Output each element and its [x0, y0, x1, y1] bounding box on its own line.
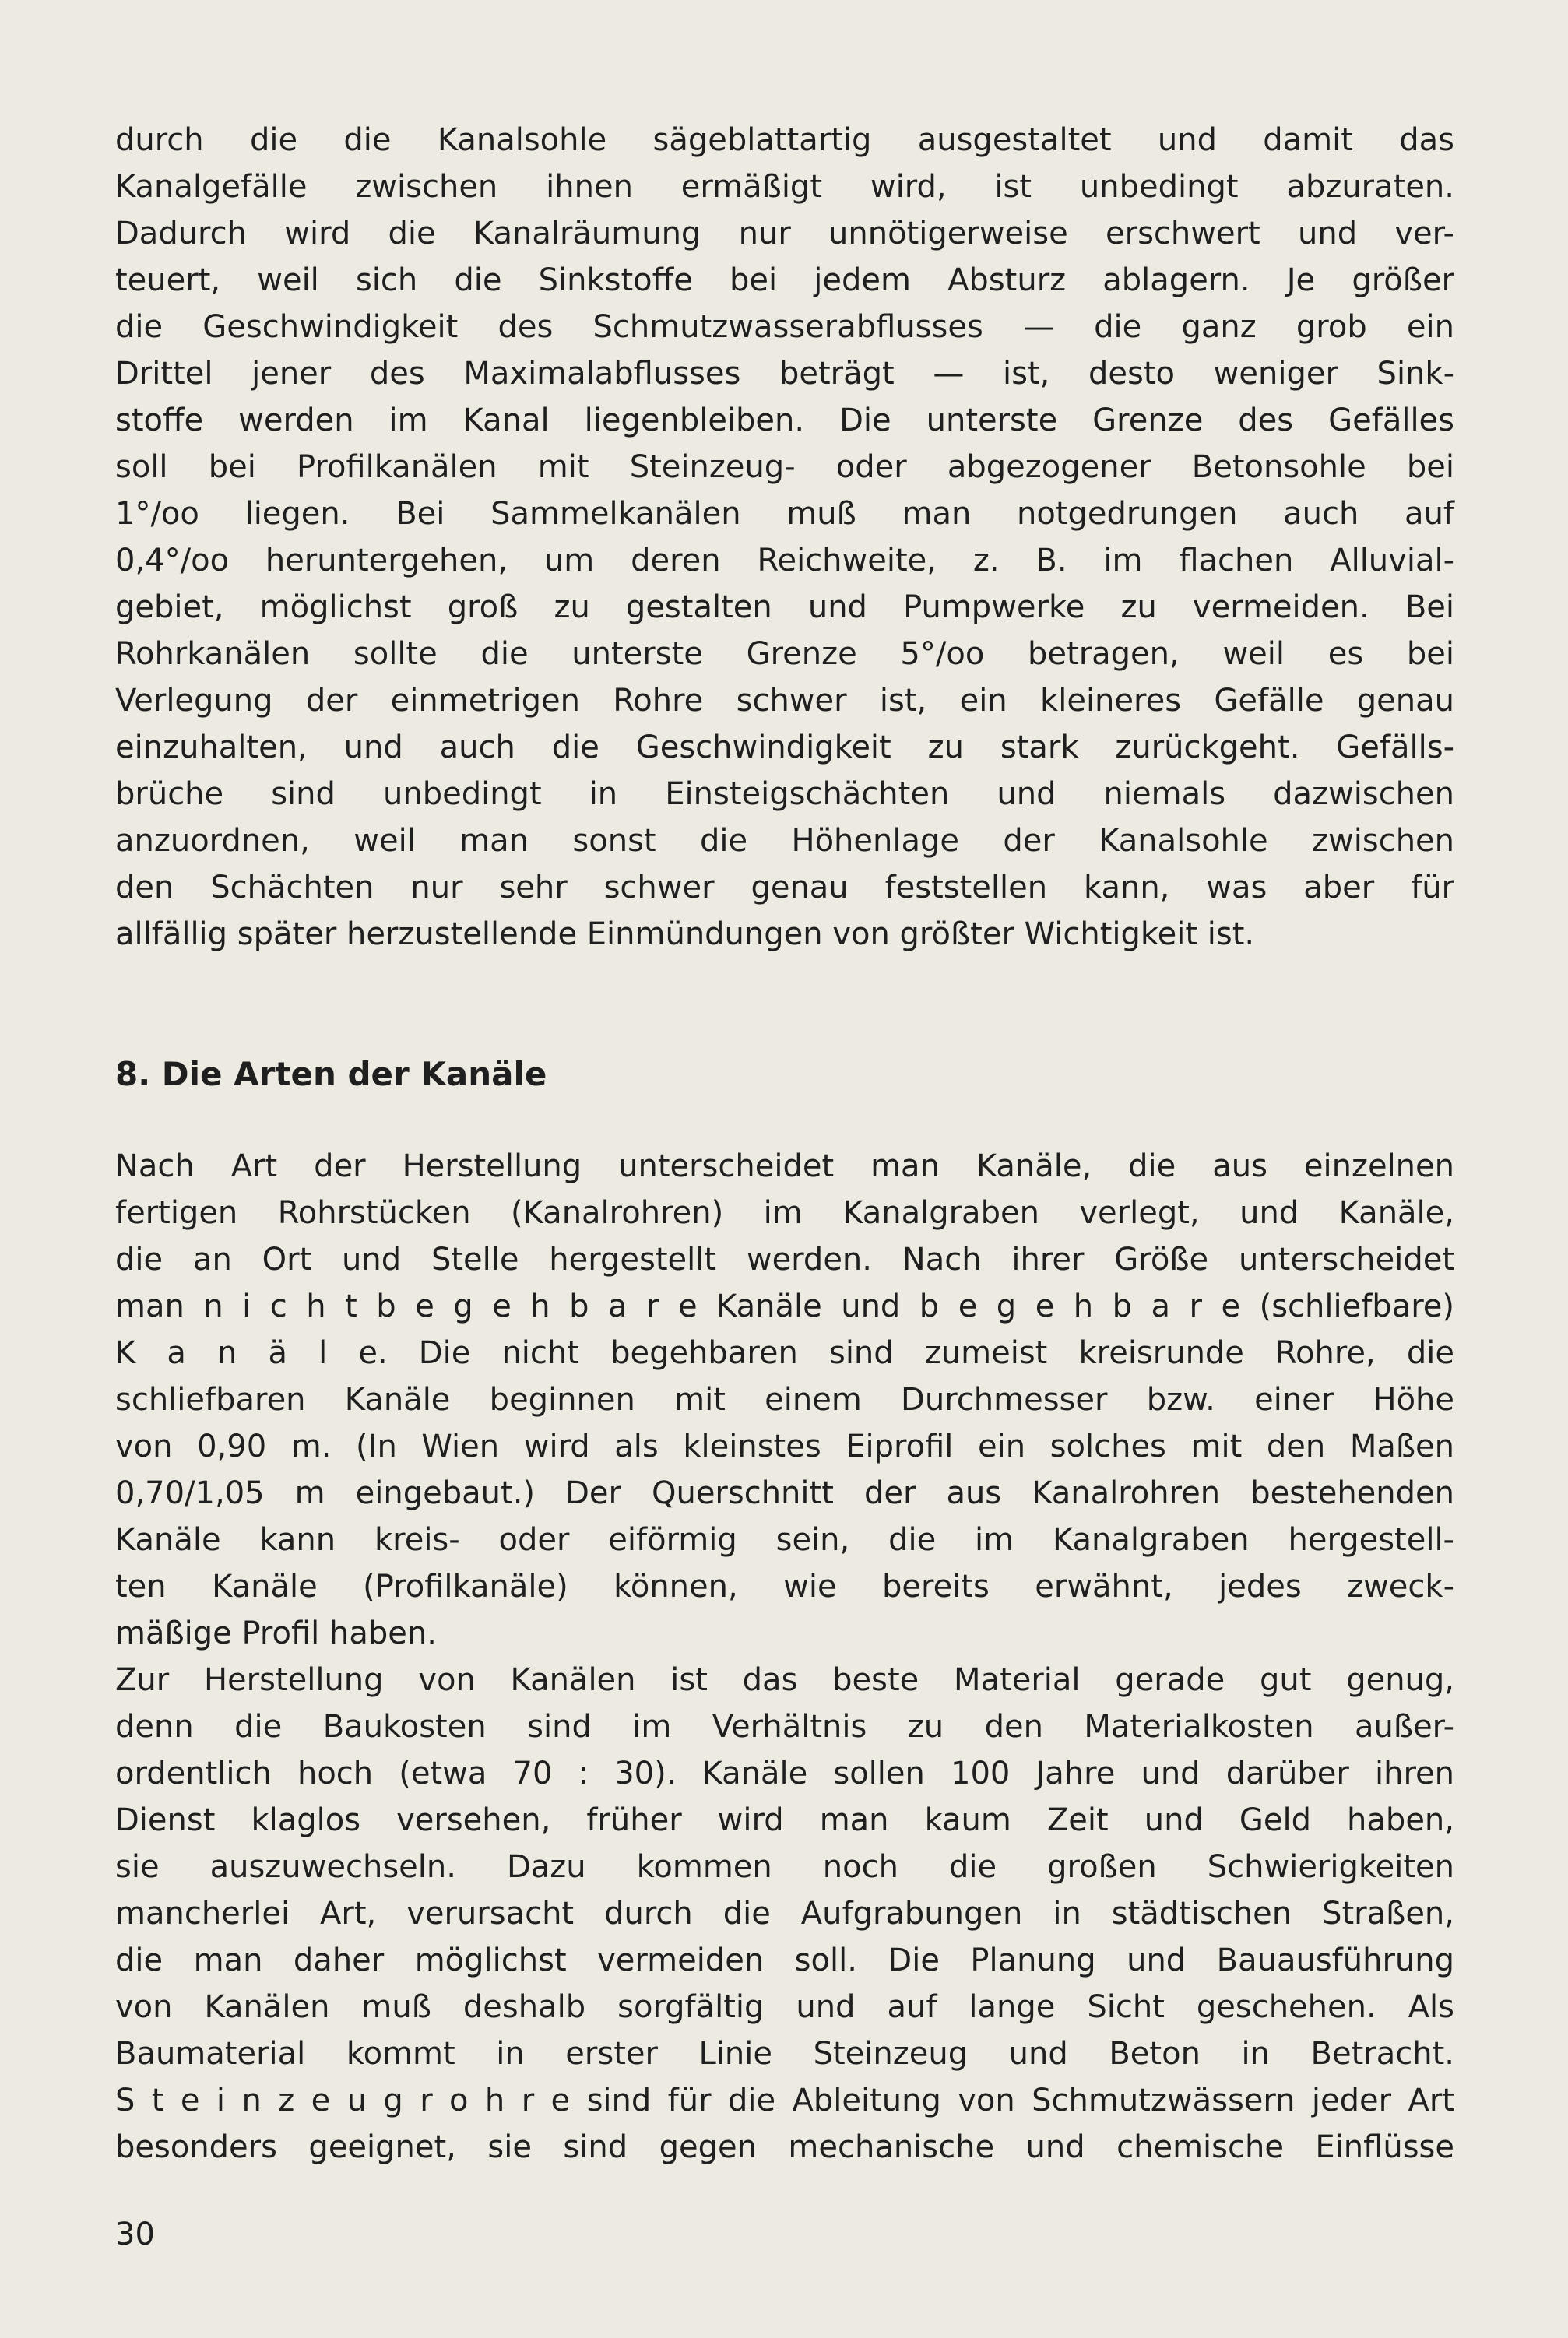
text-line: 1°/oo liegen. Bei Sammelkanälen muß man notgedrungen auch auf: [115, 496, 1454, 532]
text-line: von 0,90 m. (In Wien wird als kleinstes Eiprofil ein solches mit den Maßen: [115, 1429, 1454, 1464]
text-line: besonders geeignet, sie sind gegen mechanische und chemische Einflüsse: [115, 2129, 1454, 2165]
text-line: durch die die Kanalsohle sägeblattartig ausgestaltet und damit das: [115, 122, 1454, 158]
text-line: einzuhalten, und auch die Geschwindigkeit zu stark zurückgeht. Gefälls-: [115, 730, 1454, 765]
paragraph-2: [115, 1143, 1454, 1657]
text-line: Baumaterial kommt in erster Linie Steinzeug und Beton in Betracht.: [115, 2036, 1454, 2072]
text-line: teuert, weil sich die Sinkstoffe bei jedem Absturz ablagern. Je größer: [115, 262, 1454, 298]
text-line: gebiet, möglichst groß zu gestalten und Pumpwerke zu vermeiden. Bei: [115, 589, 1454, 625]
text-line: Verlegung der einmetrigen Rohre schwer ist, ein kleineres Gefälle genau: [115, 683, 1454, 719]
text-line: allfällig später herzustellende Einmündungen von größter Wichtigkeit ist.: [115, 916, 1255, 952]
text-line: stoffe werden im Kanal liegenbleiben. Die unterste Grenze des Gefälles: [115, 403, 1454, 438]
text-line: 0,4°/oo heruntergehen, um deren Reichweite, z. B. im flachen Alluvial-: [115, 543, 1454, 578]
text-line: ordentlich hoch (etwa 70 : 30). Kanäle sollen 100 Jahre und darüber ihren: [115, 1756, 1454, 1791]
section-heading: 8. Die Arten der Kanäle: [115, 1055, 547, 1093]
text-line: Dadurch wird die Kanalräumung nur unnötigerweise erschwert und ver-: [115, 216, 1454, 251]
text-line: brüche sind unbedingt in Einsteigschächten und niemals dazwischen: [115, 776, 1454, 812]
text-line: Kanalgefälle zwischen ihnen ermäßigt wird, ist unbedingt abzuraten.: [115, 169, 1454, 205]
paragraph-3: [115, 1657, 1454, 2171]
text-line: ten Kanäle (Profilkanäle) können, wie bereits erwähnt, jedes zweck-: [115, 1569, 1454, 1605]
text-line: Kanäle kann kreis- oder eiförmig sein, die im Kanalgraben hergestell-: [115, 1522, 1454, 1558]
text-line: Dienst klaglos versehen, früher wird man kaum Zeit und Geld haben,: [115, 1802, 1454, 1838]
text-line: Nach Art der Herstellung unterscheidet man Kanäle, die aus einzelnen: [115, 1148, 1454, 1184]
text-line: anzuordnen, weil man sonst die Höhenlage der Kanalsohle zwischen: [115, 823, 1454, 859]
text-line: fertigen Rohrstücken (Kanalrohren) im Kanalgraben verlegt, und Kanäle,: [115, 1195, 1454, 1231]
text-line: die man daher möglichst vermeiden soll. Die Planung und Bauausführung: [115, 1942, 1454, 1978]
text-line: die an Ort und Stelle hergestellt werden. Nach ihrer Größe unterscheidet: [115, 1242, 1454, 1278]
text-line: soll bei Profilkanälen mit Steinzeug- oder abgezogener Betonsohle bei: [115, 449, 1454, 485]
text-line: K a n ä l e. Die nicht begehbaren sind zumeist kreisrunde Rohre, die: [115, 1335, 1454, 1371]
text-line: denn die Baukosten sind im Verhältnis zu den Materialkosten außer-: [115, 1709, 1454, 1745]
text-line: 0,70/1,05 m eingebaut.) Der Querschnitt der aus Kanalrohren bestehenden: [115, 1475, 1454, 1511]
page-number: 30: [115, 2217, 155, 2252]
paragraph-1: [115, 117, 1454, 958]
text-line: Rohrkanälen sollte die unterste Grenze 5°/oo betragen, weil es bei: [115, 636, 1454, 672]
text-line: sie auszuwechseln. Dazu kommen noch die großen Schwierigkeiten: [115, 1849, 1454, 1885]
text-line: die Geschwindigkeit des Schmutzwasserabflusses — die ganz grob ein: [115, 309, 1454, 345]
text-line: S t e i n z e u g r o h r e sind für die Ableitung von Schmutzwässern jeder Art: [115, 2083, 1454, 2118]
text-line: mancherlei Art, verursacht durch die Aufgrabungen in städtischen Straßen,: [115, 1896, 1454, 1932]
text-line: schliefbaren Kanäle beginnen mit einem Durchmesser bzw. einer Höhe: [115, 1382, 1454, 1418]
text-line: man n i c h t b e g e h b a r e Kanäle und b e g e h b a r e (schliefbare): [115, 1289, 1454, 1324]
text-line: von Kanälen muß deshalb sorgfältig und auf lange Sicht geschehen. Als: [115, 1989, 1454, 2025]
text-line: den Schächten nur sehr schwer genau feststellen kann, was aber für: [115, 870, 1454, 905]
text-line: Zur Herstellung von Kanälen ist das beste Material gerade gut genug,: [115, 1662, 1454, 1698]
section-body: [115, 1143, 1454, 2171]
text-line: Drittel jener des Maximalabflusses beträgt — ist, desto weniger Sink-: [115, 356, 1454, 392]
text-line: mäßige Profil haben.: [115, 1616, 437, 1651]
